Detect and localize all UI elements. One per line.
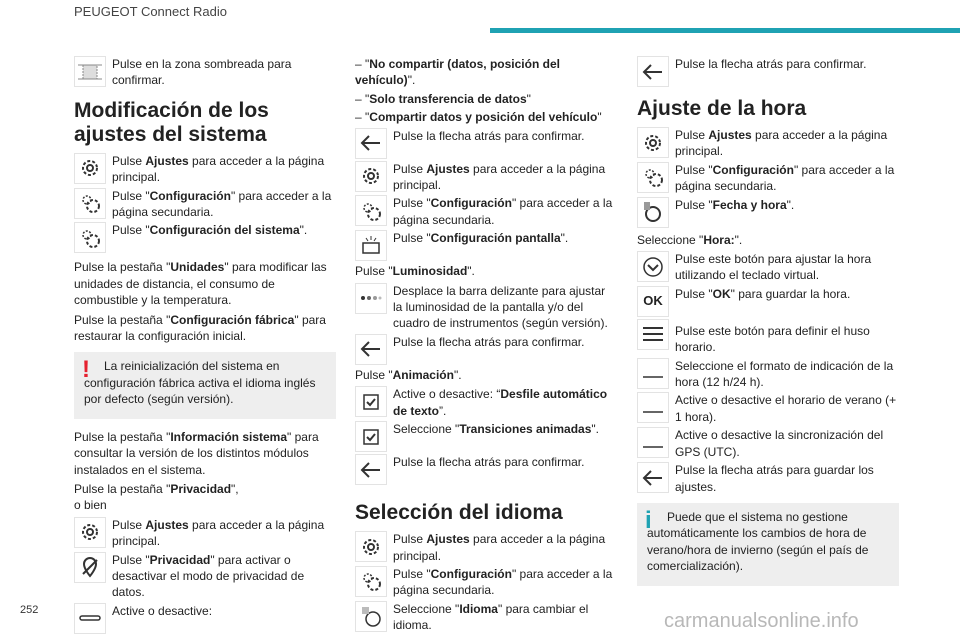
checkbox-icon <box>355 386 387 417</box>
instruction-text: Pulse la flecha atrás para confirmar. <box>393 128 585 143</box>
back-arrow-icon <box>355 334 387 365</box>
chevron-down-icon <box>637 251 669 282</box>
instruction-text: Pulse la flecha atrás para guardar los ajustes. <box>675 463 874 494</box>
section-heading: Selección del idioma <box>355 501 563 525</box>
gear-icon <box>74 517 106 548</box>
instruction-row <box>637 427 899 460</box>
warning-text: La reinicialización del sistema en configuración fábrica activa el idioma inglés por defecto (según versión). <box>84 359 316 407</box>
instruction-row <box>355 421 617 452</box>
instruction-row <box>74 603 336 634</box>
instruction-row <box>637 56 899 87</box>
ok-button-icon: OK <box>637 286 669 317</box>
instruction-row <box>637 251 899 284</box>
instruction-text: Pulse "OK" para guardar la hora. <box>675 286 851 301</box>
double-gear-icon <box>74 222 106 253</box>
column-3 <box>637 56 899 596</box>
menu-icon <box>637 319 669 350</box>
section-heading: Ajuste de la hora <box>637 97 807 120</box>
language-icon <box>355 601 387 632</box>
instruction-text: Pulse "Configuración pantalla". <box>393 231 569 246</box>
clock-icon <box>637 197 669 228</box>
instruction-text: Pulse este botón para definir el huso horario. <box>675 323 870 355</box>
instruction-row <box>355 531 617 564</box>
instruction-row <box>355 334 617 365</box>
info-icon: i <box>645 506 652 534</box>
gear-icon <box>74 153 106 184</box>
instruction-text: Active o desactive la sincronización del GPS (UTC). <box>675 428 884 459</box>
paragraph: Pulse la pestaña "Configuración fábrica" para restaurar la configuración inicial. <box>74 312 326 344</box>
instruction-row <box>355 386 617 419</box>
instruction-text: Pulse "Configuración" para acceder a la página secundaria. <box>675 162 895 194</box>
instruction-text: Active o desactive: “Desfile automático de texto”. <box>393 387 608 418</box>
shaded-area-icon <box>74 56 106 87</box>
page-number: 252 <box>20 604 39 616</box>
slider-dots-icon <box>355 283 387 314</box>
instruction-text: Pulse la flecha atrás para confirmar. <box>393 334 585 349</box>
toggle-line-icon <box>637 358 669 389</box>
toggle-icon <box>74 603 106 634</box>
toggle-line-icon <box>637 392 669 423</box>
column-2 <box>355 56 617 636</box>
instruction-text: Pulse "Configuración del sistema". <box>112 223 308 238</box>
instruction-text: Pulse "Privacidad" para activar o desactivar el modo de privacidad de datos. <box>112 552 305 600</box>
instruction-row <box>74 222 336 253</box>
instruction-row <box>637 358 899 391</box>
instruction-text: Desplace la barra delizante para ajustar la luminosidad de la pantalla y/o del cuadro de instrumentos (según versión). <box>393 283 608 331</box>
instruction-row <box>355 230 617 261</box>
info-text: Puede que el sistema no gestione automáticamente los cambios de hora de verano/hora de invierno (según el país de comercialización). <box>647 509 869 574</box>
instruction-row <box>355 601 617 634</box>
instruction-row <box>355 283 617 332</box>
instruction-text: Pulse Ajustes para acceder a la página principal. <box>393 161 606 193</box>
instruction-row <box>637 286 899 317</box>
instruction-text: Seleccione el formato de indicación de la hora (12 h/24 h). <box>675 358 894 390</box>
instruction-row <box>637 462 899 495</box>
paragraph: Pulse "Animación". <box>355 367 462 382</box>
paragraph: Pulse la pestaña "Información sistema" para consultar la versión de los distintos módulos instalados en el sistema. <box>74 429 319 477</box>
instruction-row <box>355 566 617 599</box>
instruction-text: Active o desactive el horario de verano (+ 1 hora). <box>675 393 897 424</box>
instruction-text: Pulse "Configuración" para acceder a la página secundaria. <box>393 196 613 227</box>
instruction-text: Pulse "Fecha y hora". <box>675 197 795 212</box>
paragraph: Pulse la pestaña "Privacidad", <box>74 481 239 496</box>
instruction-text: Pulse en la zona sombreada para confirmar. <box>112 57 292 88</box>
instruction-text: Active o desactive: <box>112 603 213 618</box>
section-heading: Modificación de los ajustes del sistema <box>74 98 269 146</box>
screen-brightness-icon <box>355 230 387 261</box>
instruction-text: Pulse Ajustes para acceder a la página principal. <box>393 532 606 563</box>
toggle-line-icon <box>637 427 669 458</box>
instruction-text: Pulse Ajustes para acceder a la página principal. <box>112 517 325 549</box>
back-arrow-icon <box>355 454 387 485</box>
option-line: – "Compartir datos y posición del vehículo" <box>355 110 602 125</box>
paragraph: Seleccione "Hora:". <box>637 232 743 247</box>
paragraph: o bien <box>74 498 107 513</box>
option-line: – "Solo transferencia de datos" <box>355 91 531 106</box>
privacy-icon <box>74 552 106 583</box>
instruction-text: Pulse este botón para ajustar la hora utilizando el teclado virtual. <box>675 252 872 283</box>
instruction-row <box>74 552 336 601</box>
instruction-text: Pulse la flecha atrás para confirmar. <box>675 57 867 71</box>
instruction-row <box>637 392 899 425</box>
instruction-text: Pulse Ajustes para acceder a la página principal. <box>112 153 325 185</box>
instruction-text: Seleccione "Transiciones animadas". <box>393 422 599 437</box>
gear-icon <box>355 531 387 562</box>
gear-icon <box>355 161 387 192</box>
double-gear-icon <box>355 195 387 226</box>
back-arrow-icon <box>637 56 669 87</box>
paragraph: Pulse la pestaña "Unidades" para modificar las unidades de distancia, el consumo de combustible y la temperatura. <box>74 260 327 308</box>
back-arrow-icon <box>355 128 387 159</box>
back-arrow-icon <box>637 462 669 493</box>
option-line: – "No compartir (datos, posición del vehículo)". <box>355 57 560 88</box>
instruction-row <box>74 56 336 89</box>
instruction-text: Seleccione "Idioma" para cambiar el idioma. <box>393 601 589 633</box>
instruction-text: Pulse la flecha atrás para confirmar. <box>393 455 585 470</box>
instruction-row <box>74 517 336 550</box>
column-1 <box>74 56 336 636</box>
header-accent-bar <box>490 28 960 33</box>
warning-icon: ! <box>82 356 90 384</box>
instruction-row <box>355 454 617 485</box>
double-gear-icon <box>74 188 106 219</box>
instruction-row <box>637 197 899 228</box>
instruction-row <box>637 127 899 160</box>
gear-icon <box>637 127 669 158</box>
instruction-row <box>637 162 899 195</box>
document-header: PEUGEOT Connect Radio <box>74 4 227 19</box>
instruction-row <box>74 188 336 221</box>
double-gear-icon <box>355 566 387 597</box>
instruction-row <box>74 153 336 186</box>
instruction-row <box>355 128 617 159</box>
instruction-text: Pulse "Configuración" para acceder a la página secundaria. <box>112 188 332 220</box>
instruction-row <box>355 195 617 228</box>
instruction-row <box>355 161 617 194</box>
instruction-text: Pulse "Configuración" para acceder a la página secundaria. <box>393 566 613 598</box>
checkbox-icon <box>355 421 387 452</box>
watermark: carmanualsonline.info <box>664 610 859 632</box>
instruction-text: Pulse Ajustes para acceder a la página principal. <box>675 128 888 159</box>
info-box <box>637 503 899 586</box>
instruction-row <box>637 319 899 356</box>
warning-box <box>74 352 336 418</box>
paragraph: Pulse "Luminosidad". <box>355 264 475 279</box>
double-gear-icon <box>637 162 669 193</box>
